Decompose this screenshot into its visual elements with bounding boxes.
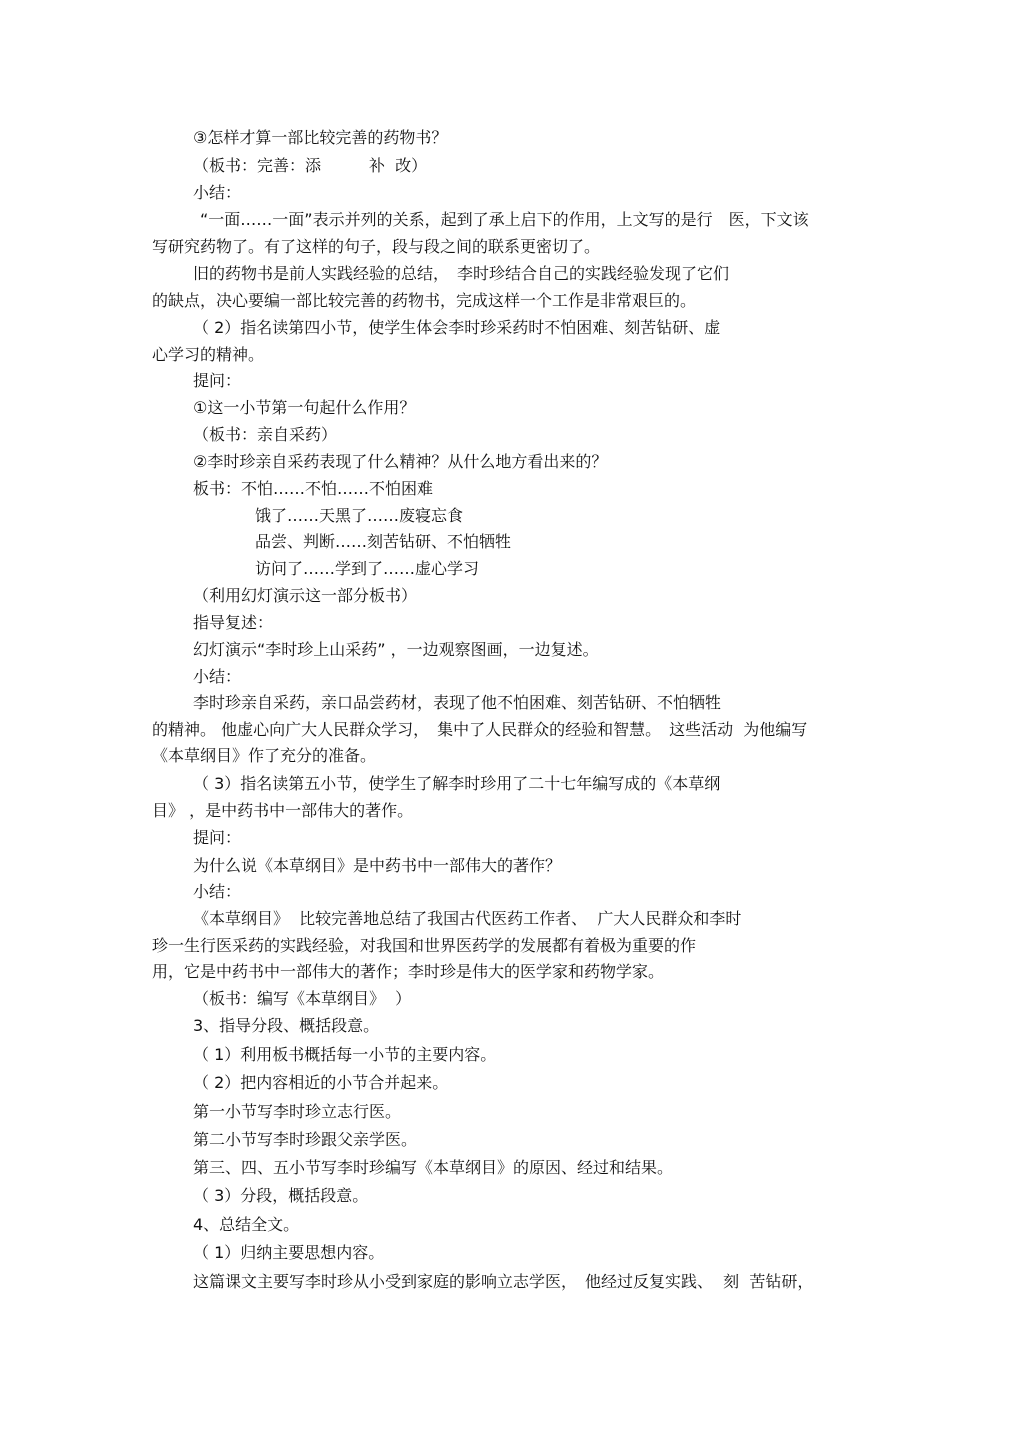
- text-line: 提问：: [193, 828, 242, 847]
- text-line: 用，它是中药书中一部伟大的著作；李时珍是伟大的医学家和药物学家。: [152, 962, 665, 981]
- text-line: 心学习的精神。: [152, 345, 265, 364]
- text-line: 小结：: [193, 183, 242, 202]
- text-line: 为什么说《本草纲目》是中药书中一部伟大的著作？: [193, 856, 562, 875]
- text-line: （ 1）归纳主要思想内容。: [193, 1243, 385, 1262]
- text-line: ①这一小节第一句起什么作用？: [193, 398, 416, 417]
- text-line: 幻灯演示“李时珍上山采药” ，一边观察图画，一边复述。: [193, 640, 599, 659]
- text-line: 珍一生行医采药的实践经验，对我国和世界医药学的发展都有着极为重要的作: [152, 936, 697, 955]
- text-line: 板书：不怕……不怕……不怕困难: [193, 479, 434, 498]
- text-line: （ 2）指名读第四小节，使学生体会李时珍采药时不怕困难、刻苦钻研、虚: [193, 318, 721, 337]
- text-line: 《本草纲目》作了充分的准备。: [152, 746, 377, 765]
- text-line: 这篇课文主要写李时珍从小受到家庭的影响立志学医， 他经过反复实践、 刻 苦钻研，: [193, 1272, 814, 1291]
- text-line: 小结：: [193, 667, 242, 686]
- text-line: 小结：: [193, 882, 242, 901]
- text-line: 品尝、判断……刻苦钻研、不怕牺牲: [255, 532, 512, 551]
- text-line: （板书：完善：添 补 改）: [193, 156, 428, 175]
- text-line: （ 2）把内容相近的小节合并起来。: [193, 1073, 449, 1092]
- text-line: 访问了……学到了……虚心学习: [255, 559, 480, 578]
- text-line: （ 3）指名读第五小节，使学生了解李时珍用了二十七年编写成的《本草纲: [193, 774, 721, 793]
- text-line: （利用幻灯演示这一部分板书）: [193, 586, 418, 605]
- text-line: （ 3）分段，概括段意。: [193, 1186, 369, 1205]
- text-line: （板书：编写《本草纲目》 ）: [193, 989, 412, 1008]
- text-line: 指导复述：: [193, 613, 274, 632]
- text-line: 第二小节写李时珍跟父亲学医。: [193, 1130, 418, 1149]
- text-line: 提问：: [193, 371, 242, 390]
- text-line: ②李时珍亲自采药表现了什么精神？从什么地方看出来的？: [193, 452, 608, 471]
- text-line: 饿了……天黑了……废寝忘食: [255, 506, 464, 525]
- text-line: 第三、四、五小节写李时珍编写《本草纲目》的原因、经过和结果。: [193, 1158, 674, 1177]
- text-line: 写研究药物了。有了这样的句子，段与段之间的联系更密切了。: [152, 237, 601, 256]
- text-line: 旧的药物书是前人实践经验的总结， 李时珍结合自己的实践经验发现了它们: [193, 264, 730, 283]
- text-line: 李时珍亲自采药，亲口品尝药材，表现了他不怕困难、刻苦钻研、不怕牺牲: [193, 693, 722, 712]
- text-line: 的精神。 他虚心向广大人民群众学习， 集中了人民群众的经验和智慧。 这些活动 为他编写: [152, 720, 808, 739]
- text-line: “一面……一面”表示并列的关系，起到了承上启下的作用，上文写的是行 医，下文该: [200, 210, 809, 229]
- text-line: 的缺点，决心要编一部比较完善的药物书，完成这样一个工作是非常艰巨的。: [152, 291, 697, 310]
- text-line: ③怎样才算一部比较完善的药物书？: [193, 128, 448, 147]
- text-line: 3、指导分段、概括段意。: [193, 1016, 380, 1035]
- text-line: 第一小节写李时珍立志行医。: [193, 1102, 402, 1121]
- text-line: 《本草纲目》 比较完善地总结了我国古代医药工作者、 广大人民群众和李时: [193, 909, 742, 928]
- text-line: 目》 ，是中药书中一部伟大的著作。: [152, 801, 414, 820]
- text-line: （板书：亲自采药）: [193, 425, 338, 444]
- text-line: 4、总结全文。: [193, 1215, 300, 1234]
- text-line: （ 1）利用板书概括每一小节的主要内容。: [193, 1045, 497, 1064]
